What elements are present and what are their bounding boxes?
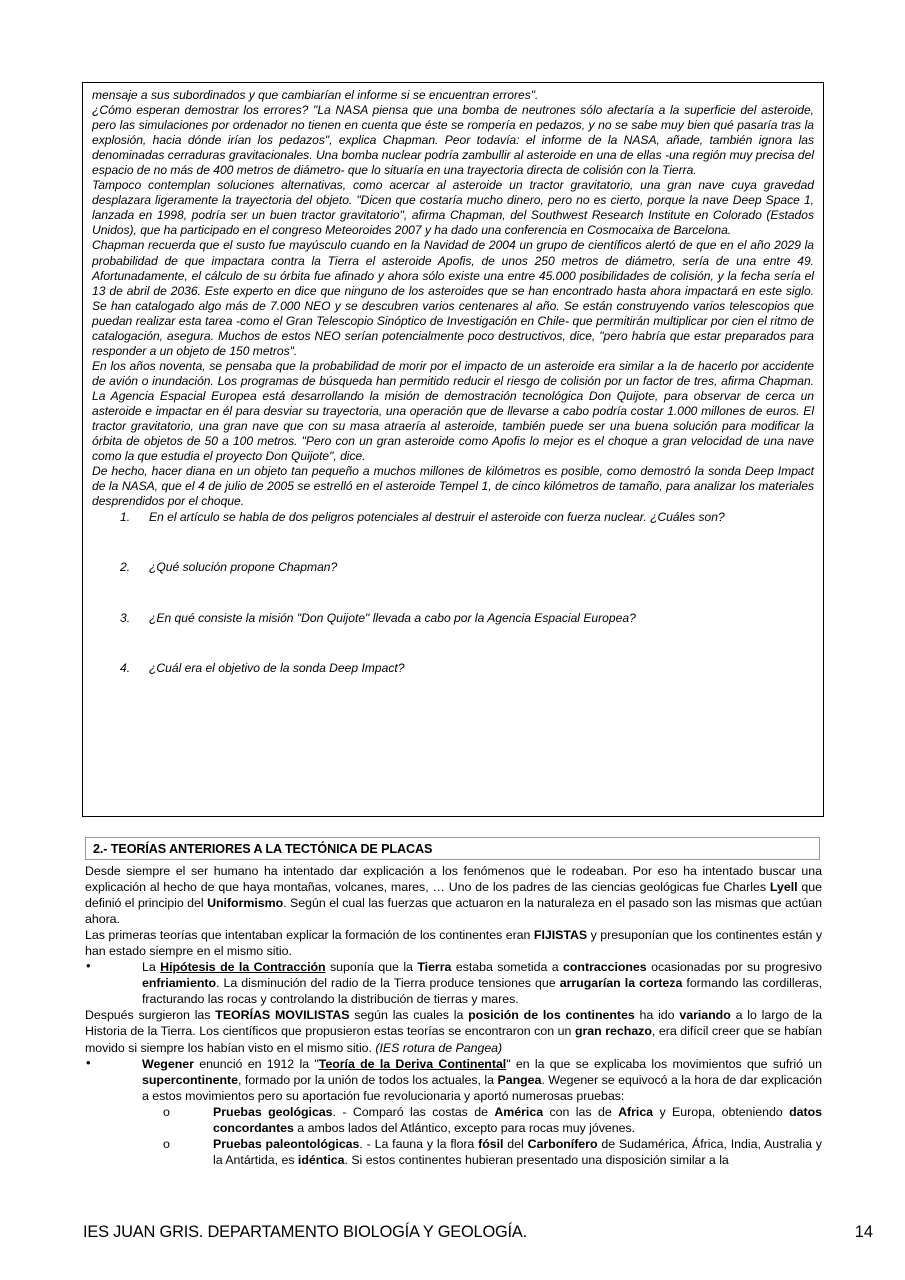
sub-bullet-marker-icon: o [163, 1104, 170, 1119]
text-run: ocasionadas por su progresivo [646, 960, 823, 975]
question-list [92, 510, 814, 677]
question-text: En el artículo se habla de dos peligros potenciales al destruir el asteroide con fuerza nuclear. ¿Cuáles son? [149, 509, 725, 524]
bold-arrugarian-corteza: arrugarían la corteza [559, 976, 683, 991]
bold-uniformismo: Uniformismo [207, 896, 284, 911]
bullet-item-contraccion [85, 959, 822, 1007]
body-paragraph-1 [85, 863, 822, 927]
bold-fijistas: FIJISTAS [533, 928, 588, 943]
body-paragraph-2 [85, 927, 822, 959]
bold-contracciones: contracciones [563, 960, 647, 975]
text-run: . - La fauna y la flora [359, 1136, 479, 1151]
bullet-marker-icon: • [86, 1054, 91, 1070]
text-run: del [503, 1136, 528, 1151]
text-run: suponía que la [325, 960, 418, 975]
text-run: de Sudamérica, África, India, Australia y la Antártida, es [213, 1136, 822, 1167]
text-run: y Europa, obteniendo [653, 1104, 790, 1119]
article-paragraph: ¿Cómo esperan demostrar los errores? "La NASA piensa que una bomba de neutrones sólo afectaría a la superficie del asteroide, pero las simulaciones por ordenador no tienen en cuenta que éste se rompería en pedazos, y no se sabe muy bien qué pasaría tras la explosión, hacia dónde irían los pedazos", explica Chapman. Peor todavía: el informe de la NASA, añade, también ignora las denominadas cerraduras gravitacionales. Una bomba nuclear podría zambullir al asteroide en una de ellas -una región muy precisa del espacio de no más de 400 metros de diámetro- que lo situaría en una trayectoria directa de colisión con la Tierra. [92, 103, 814, 178]
bullet-marker-icon: • [86, 958, 91, 974]
bold-posicion-continentes: posición de los continentes [468, 1008, 635, 1023]
text-run: ha ido [634, 1008, 680, 1023]
bold-supercontinente: supercontinente [142, 1072, 238, 1087]
bullet-item-wegener [85, 1056, 822, 1104]
text-run: " en la que se explicaba los movimientos que sufrió un [506, 1056, 822, 1071]
bold-datos-concordantes: datos concordantes [213, 1104, 822, 1135]
text-run: con las de [543, 1104, 619, 1119]
text-run: a lo largo de la Historia de la Tierra. Los científicos que propusieron estas teorías se encontraron con un [85, 1008, 822, 1039]
sub-bullet-marker-icon: o [163, 1136, 170, 1151]
article-paragraph: En los años noventa, se pensaba que la probabilidad de morir por el impacto de un asteroide era similar a la de hacerlo por accidente de avión o inundación. Los programas de búsqueda han permitido reducir el riesgo de colisión por un factor de tres, afirma Chapman. La Agencia Espacial Europea está desarrollando la misión de demostración tecnológica Don Quijote, para observar de cerca un asteroide e impactar en él para desviar su trayectoria, una operación que de llevarse a cabo podría costar 1.000 millones de euros. El tractor gravitatorio, una gran nave que con su masa atraería al asteroide, también puede ser una buena solución para modificar la órbita de objetos de 50 a 100 metros. "Pero con un gran asteroide como Apofis lo mejor es el choque a gran velocidad de una nave como la que estudia el proyecto Don Quijote", dice. [92, 358, 814, 464]
question-item [92, 611, 814, 626]
footer-institution-text: IES JUAN GRIS. DEPARTAMENTO BIOLOGÍA Y GEOLOGÍA. [83, 1223, 527, 1241]
sub-bullet-item-paleontologicas [85, 1136, 822, 1168]
question-number: 2. [120, 560, 131, 575]
article-paragraph: De hecho, hacer diana en un objeto tan pequeño a muchos millones de kilómetros es posible, como demostró la sonda Deep Impact de la NASA, que el 4 de julio de 2005 se estrelló en el asteroide Tempel 1, de cinco kilómetros de tamaño, para analizar los materiales desprendidos por el choque. [92, 464, 814, 509]
question-text: ¿Qué solución propone Chapman? [149, 560, 338, 575]
bold-gran-rechazo: gran rechazo [574, 1024, 652, 1039]
section-header-box [85, 837, 820, 860]
bold-wegener: Wegener [142, 1056, 194, 1071]
bold-teorias-movilistas: TEORÍAS MOVILISTAS [215, 1008, 350, 1023]
bold-pangea: Pangea [497, 1072, 542, 1087]
sub-bullet-item-geologicas [85, 1104, 822, 1136]
text-run: a ambos lados del Atlántico, excepto para rocas muy jóvenes. [293, 1120, 636, 1135]
text-run: , formado por la unión de todos los actuales, la [237, 1072, 498, 1087]
bold-identica: idéntica [297, 1152, 345, 1167]
text-run: , era difícil creer que se habían movido si siempre los habían visto en el mismo sitio. [85, 1024, 823, 1055]
section-body [85, 863, 822, 1168]
question-item [92, 510, 814, 525]
bold-africa: Africa [618, 1104, 654, 1119]
text-run: Después surgieron las [85, 1008, 216, 1023]
text-run: Las primeras teorías que intentaban explicar la formación de los continentes eran [85, 928, 534, 943]
underline-teoria-deriva-continental: Teoría de la Deriva Continental [318, 1056, 507, 1071]
bold-tierra: Tierra [417, 960, 452, 975]
question-text: ¿En qué consiste la misión "Don Quijote" llevada a cabo por la Agencia Espacial Europea? [149, 610, 636, 625]
bold-carbonifero: Carbonífero [527, 1136, 598, 1151]
text-run: estaba sometida a [451, 960, 564, 975]
bold-fosil: fósil [478, 1136, 504, 1151]
article-paragraph: Tampoco contemplan soluciones alternativas, como acercar al asteroide un tractor gravitatorio, una gran nave cuya gravedad desplazara ligeramente la trayectoria del objeto. "Dicen que costaría mucho dinero, pero no es cierto, porque la nave Deep Space 1, lanzada en 1998, podría ser un buen tractor gravitatorio", afirma Chapman, del Southwest Research Institute en Colorado (Estados Unidos), que ha participado en el congreso Meteoroides 2007 y ha dado una conferencia en Cosmocaixa de Barcelona. [92, 178, 814, 238]
text-run: y presuponían que los continentes están y han estado siempre en el mismo sitio. [85, 928, 822, 959]
question-number: 3. [120, 610, 131, 625]
bold-lyell: Lyell [769, 880, 798, 895]
text-run: . Wegener se equivocó a la hora de dar explicación a estos movimientos pero su aportación fue revolucionaria y aportó numerosas pruebas: [142, 1072, 822, 1103]
italic-ies-rotura-pangea: (IES rotura de Pangea) [375, 1040, 503, 1055]
article-paragraph: mensaje a sus subordinados y que cambiarían el informe si se encuentran errores". [92, 88, 539, 102]
bold-pruebas-geologicas: Pruebas geológicas [213, 1104, 333, 1119]
section-header-title: 2.- TEORÍAS ANTERIORES A LA TECTÓNICA DE PLACAS [93, 841, 433, 856]
question-number: 1. [120, 509, 131, 524]
bold-variando: variando [679, 1008, 731, 1023]
text-run: . - Comparó las costas de [332, 1104, 495, 1119]
body-paragraph-3 [85, 1007, 822, 1055]
underline-hipotesis-contraccion: Hipótesis de la Contracción [160, 960, 326, 975]
text-run: . La disminución del radio de la Tierra produce tensiones que [216, 976, 560, 991]
question-item [92, 560, 814, 575]
question-number: 4. [120, 661, 131, 676]
text-run: Desde siempre el ser humano ha intentado dar explicación a los fenómenos que le rodeaban. Por eso ha intentado buscar una explicación al hecho de que haya montañas, volcanes, mares, … Uno de los padres de las ciencias geológicas fue Charles [85, 864, 822, 895]
article-excerpt-box [82, 82, 824, 817]
bold-america: América [494, 1104, 544, 1119]
text-run: La [142, 960, 161, 975]
text-run: que definió el principio del [85, 880, 822, 911]
question-text: ¿Cuál era el objetivo de la sonda Deep Impact? [149, 661, 405, 676]
text-run: . Si estos continentes hubieran presentado una disposición similar a la [344, 1152, 729, 1167]
text-run: enunció en 1912 la " [193, 1056, 319, 1071]
text-run: . Según el cual las fuerzas que actuaron en la naturaleza en el pasado son las mismas que actúan ahora. [85, 896, 822, 927]
text-run: según las cuales la [349, 1008, 469, 1023]
footer-page-number: 14 [854, 1223, 873, 1241]
article-paragraph: Chapman recuerda que el susto fue mayúsculo cuando en la Navidad de 2004 un grupo de científicos alertó de que en el año 2029 la probabilidad de que impactara contra la Tierra el asteroide Apofis, de unos 250 metros de diámetro, sería de una entre 49. Afortunadamente, el cálculo de su órbita fue afinado y ahora sólo existe una entre 45.000 posibilidades de colisión, y la fecha sería el 13 de abril de 2036. Este experto en dice que ninguno de los asteroides que se han encontrado hasta ahora impactará en este siglo. Se han catalogado algo más de 7.000 NEO y se descubren varios centenares al año. Se están construyendo varios telescopios que puedan realizar esta tarea -como el Gran Telescopio Sinóptico de Investigación en Chile- que permitirán multiplicar por cien el ritmo de catalogación, asegura. Muchos de estos NEO serían potencialmente poco destructivos, dice, "pero habría que estar preparados para responder a un objeto de 150 metros". [92, 238, 814, 358]
question-item [92, 661, 814, 676]
text-run: formando las cordilleras, fracturando las rocas y controlando la distribución de tierras y mares. [142, 976, 822, 1007]
page-footer [83, 1223, 873, 1242]
bold-pruebas-paleontologicas: Pruebas paleontológicas [213, 1136, 360, 1151]
bold-enfriamiento: enfriamiento [142, 976, 216, 991]
